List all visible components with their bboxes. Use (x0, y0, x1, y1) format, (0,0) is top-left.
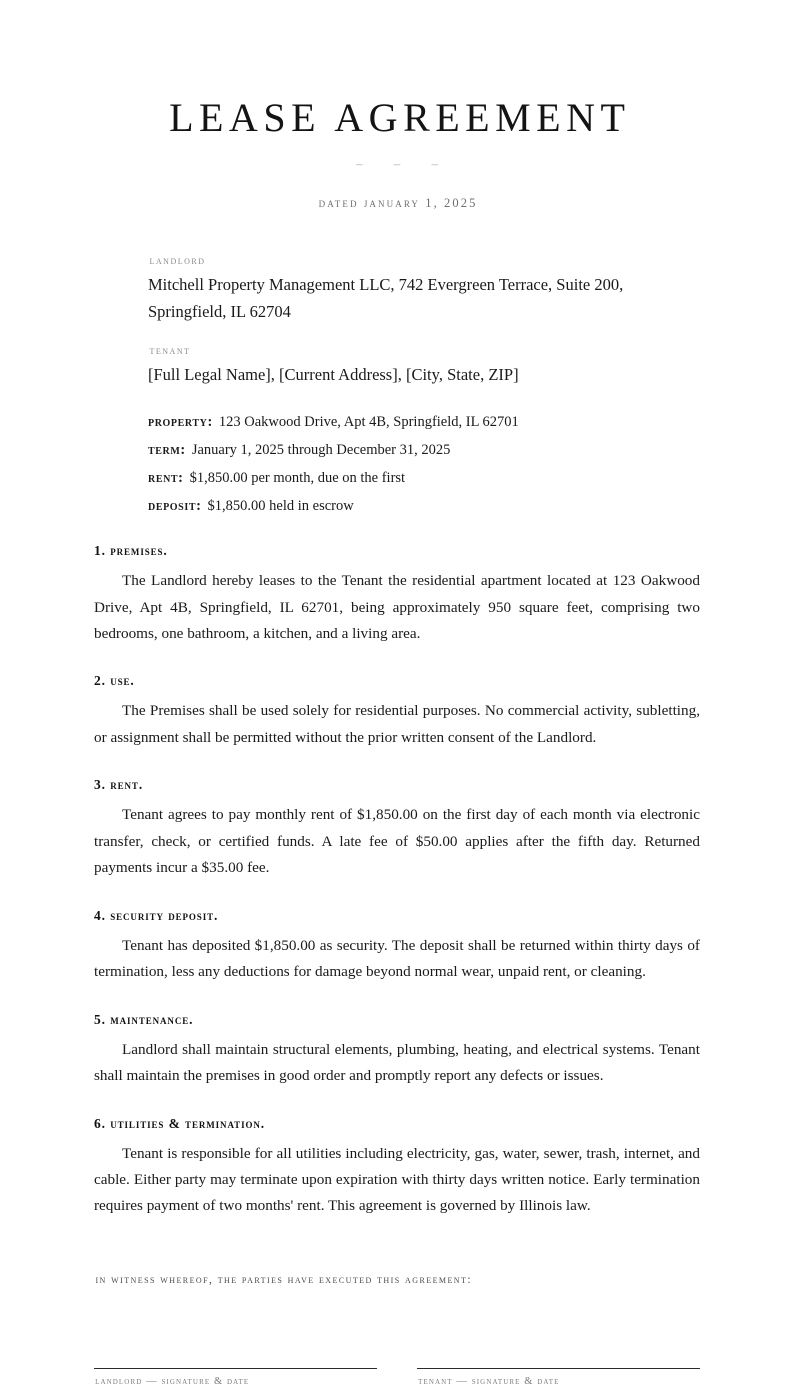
section-security-deposit (94, 908, 700, 986)
section-body: Tenant agrees to pay monthly rent of $1,850.00 on the first day of each month via electronic transfer, check, or certified funds. A late fee of $50.00 applies after the fifth day. Returned payments incur a $35.00 fee. (94, 806, 700, 877)
section-heading (94, 1012, 700, 1028)
signature-caption: tenant — signature & date (418, 1375, 560, 1387)
witness-clause: in witness whereof, the parties have executed this agreement: (95, 1273, 473, 1286)
section-title: rent. (110, 777, 144, 793)
section-heading (94, 673, 700, 689)
signature-column-landlord (94, 1340, 377, 1387)
signature-caption: landlord — signature & date (95, 1375, 250, 1387)
party-label: landlord (149, 254, 206, 267)
fact-row-deposit (148, 495, 700, 517)
section-number: 2. (94, 673, 106, 689)
fact-value: $1,850.00 per month, due on the first (189, 470, 406, 487)
section-title: maintenance. (110, 1011, 194, 1027)
fact-value: 123 Oakwood Drive, Apt 4B, Springfield, IL 62701 (218, 413, 519, 430)
section-heading (94, 543, 700, 559)
fact-row-rent (148, 467, 700, 489)
section-heading (94, 1116, 700, 1132)
section-heading (94, 908, 700, 924)
section-number: 1. (94, 543, 106, 559)
fact-label: deposit: (148, 498, 202, 515)
party-label: tenant (149, 345, 191, 358)
section-utilities-termination (94, 1116, 700, 1220)
section-heading (94, 777, 700, 793)
document-content (94, 0, 700, 1387)
section-title: premises. (110, 543, 168, 559)
party-tenant (148, 345, 700, 389)
party-landlord (148, 255, 700, 325)
section-body: The Premises shall be used solely for residential purposes. No commercial activity, subletting, or assignment shall be permitted without the prior written consent of the Landlord. (94, 702, 700, 746)
section-body: Landlord shall maintain structural elements, plumbing, heating, and electrical systems. Tenant shall maintain the premises in good order and promptly report any defects or issues. (94, 1040, 700, 1085)
section-body: The Landlord hereby leases to the Tenant the residential apartment located at 123 Oakwood Drive, Apt 4B, Springfield, IL 62701, being approximately 950 square feet, comprising two bedrooms, one bathroom, a kitchen, and a living area. (94, 572, 700, 642)
section-body: Tenant is responsible for all utilities including electricity, gas, water, sewer, trash, internet, and cable. Either party may terminate upon expiration with thirty days written notice. Early termination requires payment of two months' rent. This agreement is governed by Illinois law. (94, 1144, 700, 1215)
section-number: 5. (94, 1011, 106, 1027)
section-title: utilities & termination. (110, 1115, 266, 1131)
section-title: security deposit. (110, 907, 219, 923)
parties-block (148, 255, 700, 389)
section-rent (94, 777, 700, 881)
fact-value: $1,850.00 held in escrow (207, 498, 354, 515)
party-value: [Full Legal Name], [Current Address], [City, State, ZIP] (148, 365, 519, 385)
ornament-divider: – – – (356, 155, 452, 171)
section-number: 3. (94, 777, 106, 793)
fact-label: property: (148, 413, 213, 430)
signature-column-tenant (417, 1340, 700, 1387)
key-facts-block (148, 411, 700, 517)
section-number: 4. (94, 907, 106, 923)
document-title: LEASE AGREEMENT (169, 95, 631, 140)
fact-row-property (148, 411, 700, 433)
signature-line-tenant[interactable] (417, 1340, 700, 1369)
signature-line-landlord[interactable] (94, 1340, 377, 1369)
fact-value: January 1, 2025 through December 31, 2025 (191, 441, 451, 458)
section-number: 6. (94, 1115, 106, 1131)
fact-label: term: (148, 441, 186, 458)
fact-label: rent: (148, 470, 184, 487)
section-maintenance (94, 1012, 700, 1090)
fact-row-term (148, 439, 700, 461)
section-body: Tenant has deposited $1,850.00 as security. The deposit shall be returned within thirty days of termination, less any deductions for damage beyond normal wear, unpaid rent, or cleaning. (94, 936, 700, 981)
document-date: dated january 1, 2025 (318, 195, 478, 210)
section-title: use. (110, 673, 135, 689)
section-premises (94, 543, 700, 647)
party-value: Mitchell Property Management LLC, 742 Evergreen Terrace, Suite 200, Springfield, IL 62704 (148, 274, 624, 321)
section-use (94, 673, 700, 751)
signature-block (94, 1340, 700, 1387)
